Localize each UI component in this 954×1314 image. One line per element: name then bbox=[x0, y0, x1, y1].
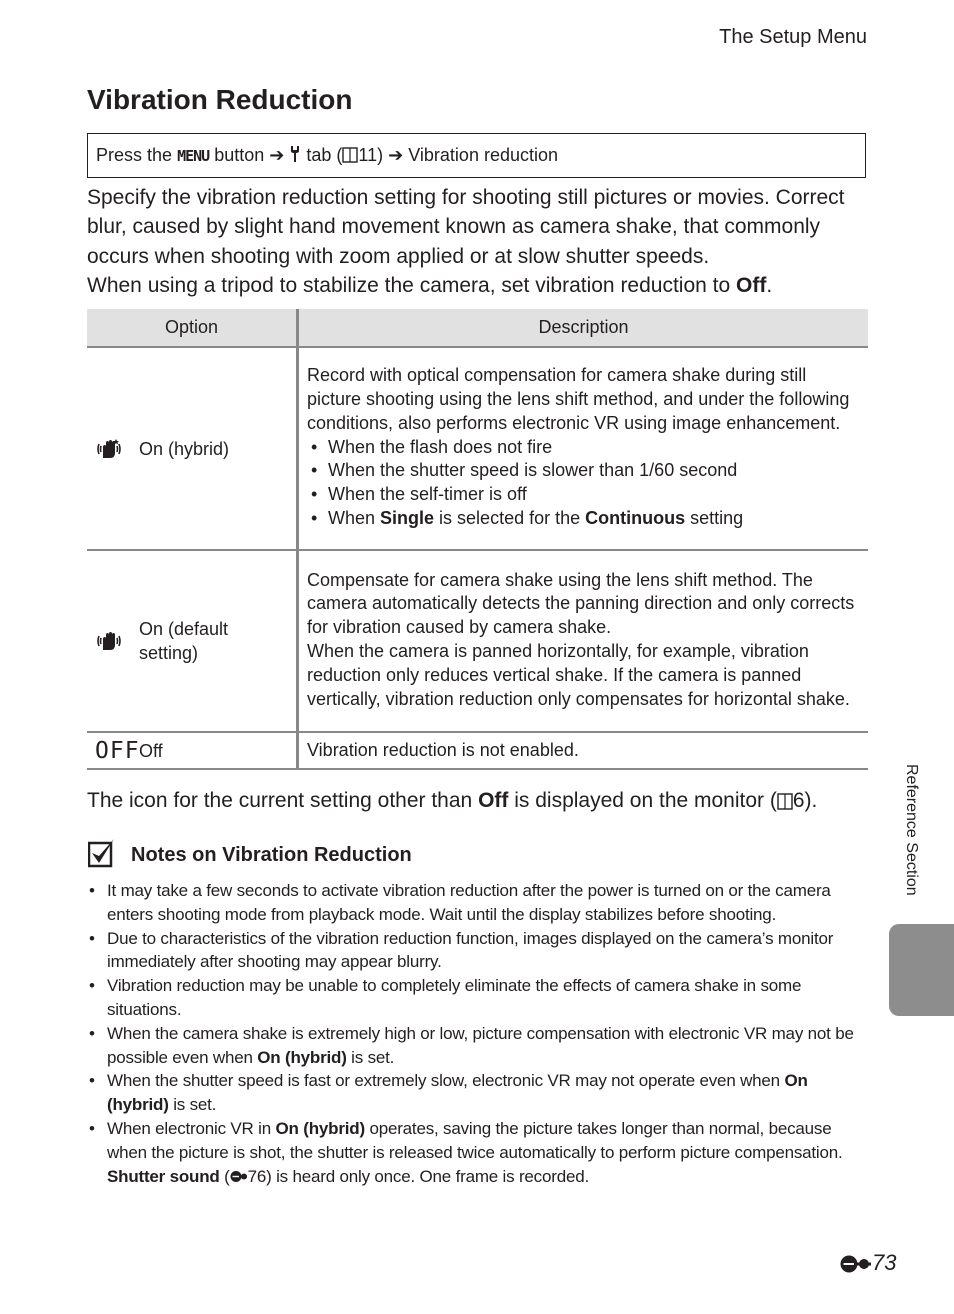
reference-e-icon bbox=[840, 1254, 872, 1274]
list-item: • When the flash does not fire bbox=[307, 436, 856, 460]
checkmark-icon bbox=[88, 838, 116, 868]
wrench-icon bbox=[289, 145, 301, 163]
notes-list bbox=[87, 879, 867, 1188]
description-cell: Vibration reduction is not enabled. bbox=[298, 732, 869, 769]
section-tab bbox=[889, 924, 954, 1016]
menu-path-box bbox=[87, 133, 866, 178]
running-header: The Setup Menu bbox=[719, 26, 867, 48]
page-title: Vibration Reduction bbox=[87, 84, 353, 115]
book-icon bbox=[777, 793, 793, 810]
intro-paragraph-tripod: When using a tripod to stabilize the camera, set vibration reduction to Off. bbox=[87, 273, 773, 297]
arrow-right-icon: ➔ bbox=[269, 145, 285, 165]
list-item: • When Single is selected for the Continuous setting bbox=[307, 507, 856, 531]
list-item: • Due to characteristics of the vibration reduction function, images displayed on the camera’s monitor immediately after shooting may appear blurry. bbox=[87, 927, 867, 975]
off-term: Off bbox=[736, 273, 767, 297]
description-cell: Record with optical compensation for camera shake during still picture shooting using the lens shift method, and under the following conditions, also performs electronic VR using image enhancement. • When the flash does not fire • When the shutter speed is slower than 1/60 second • When the self-timer is off • When Single is selected for the Continuous setting bbox=[298, 347, 869, 550]
nav-press: Press the bbox=[96, 145, 173, 165]
vr-off-icon: OFF bbox=[95, 737, 140, 764]
intro-text bbox=[87, 183, 872, 300]
nav-tab: tab ( bbox=[306, 145, 343, 165]
table-row bbox=[87, 732, 868, 769]
book-icon bbox=[342, 147, 358, 163]
option-label: Off bbox=[139, 740, 163, 761]
nav-book-ref: 11) bbox=[358, 145, 384, 165]
options-table bbox=[87, 309, 868, 770]
option-cell bbox=[87, 347, 298, 550]
description-cell: Compensate for camera shake using the lens shift method. The camera automatically detects the panning direction and only corrects for vibration caused by camera shake. When the camera is panned horizontally, for example, vibration reduction only reduces vertical shake. If the camera is panned vertically, vibration reduction only compensates for horizontal shake. bbox=[298, 550, 869, 732]
option-label: On (hybrid) bbox=[139, 438, 230, 459]
page-number: 73 bbox=[840, 1250, 896, 1276]
list-item: • When electronic VR in On (hybrid) operates, saving the picture takes longer than normal, because when the picture is shot, the shutter is released twice automatically to perform picture compensation. Shutter sound ( 76) is heard only once. One frame is recorded. bbox=[87, 1117, 867, 1188]
table-row bbox=[87, 347, 868, 550]
arrow-right-icon: ➔ bbox=[388, 145, 404, 165]
vr-hybrid-icon bbox=[97, 438, 123, 460]
intro-paragraph: Specify the vibration reduction setting for shooting still pictures or movies. Correct blur, caused by slight hand movement known as camera shake, that commonly occurs when shooting with zoom applied or at slow shutter speeds. bbox=[87, 186, 845, 268]
menu-button-icon: MENU bbox=[177, 147, 210, 165]
vr-on-icon bbox=[97, 630, 123, 652]
nav-button: button bbox=[214, 145, 265, 165]
list-item: • When the camera shake is extremely high or low, picture compensation with electronic VR may not be possible even when On (hybrid) is set. bbox=[87, 1022, 867, 1070]
notes-title: Notes on Vibration Reduction bbox=[131, 844, 412, 866]
option-column-header: Option bbox=[87, 309, 298, 347]
list-item: • When the shutter speed is slower than 1/60 second bbox=[307, 459, 856, 483]
list-item: • Vibration reduction may be unable to completely eliminate the effects of camera shake in some situations. bbox=[87, 974, 867, 1022]
nav-destination: Vibration reduction bbox=[408, 145, 558, 165]
list-item: • It may take a few seconds to activate vibration reduction after the power is turned on or the camera enters shooting mode from playback mode. Wait until the display stabilizes before shooting. bbox=[87, 879, 867, 927]
icon-display-note: The icon for the current setting other than Off is displayed on the monitor ( 6). bbox=[87, 789, 818, 812]
list-item: • When the shutter speed is fast or extremely slow, electronic VR may not operate even when On (hybrid) is set. bbox=[87, 1069, 867, 1117]
table-row bbox=[87, 550, 868, 732]
list-item: • When the self-timer is off bbox=[307, 483, 856, 507]
conditions-list bbox=[307, 436, 856, 531]
option-cell bbox=[87, 732, 298, 769]
description-column-header: Description bbox=[298, 309, 869, 347]
reference-e-icon bbox=[230, 1170, 248, 1183]
side-section-label: Reference Section bbox=[903, 764, 920, 896]
option-cell bbox=[87, 550, 298, 732]
option-label: On (default setting) bbox=[139, 619, 229, 663]
